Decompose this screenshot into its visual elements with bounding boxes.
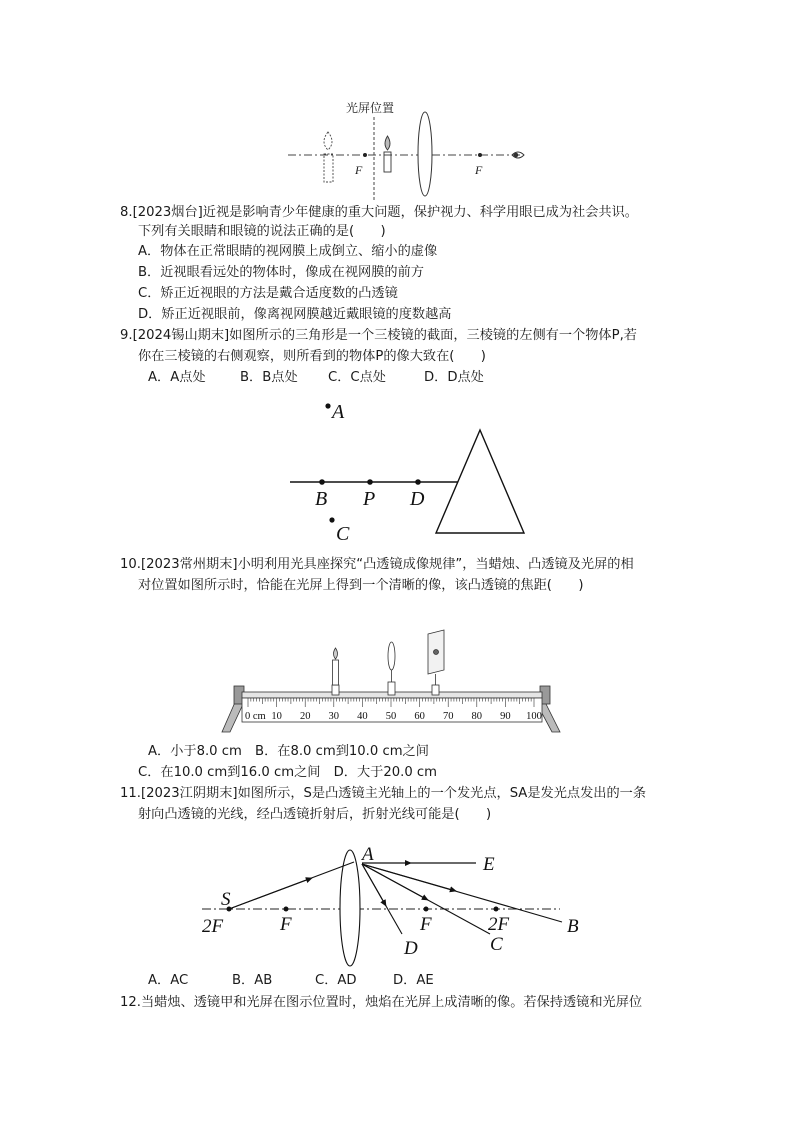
point-p xyxy=(367,479,373,485)
point-d xyxy=(415,479,421,485)
focal-right-label: F xyxy=(475,163,483,177)
q12-stem-line-1: 12.当蜡烛、透镜甲和光屏在图示位置时，烛焰在光屏上成清晰的像。若保持透镜和光屏位 xyxy=(120,995,643,1010)
ruler-label: 70 xyxy=(442,711,454,722)
q11-option-b: B．AB xyxy=(232,973,273,988)
screen-holder xyxy=(428,630,444,695)
screen-position-label: 光屏位置 xyxy=(346,101,395,115)
q10-stem-line-2: 对位置如图所示时，恰能在光屏上得到一个清晰的像，该凸透镜的焦距( ) xyxy=(138,578,584,593)
prism-figure xyxy=(280,392,540,552)
point-b xyxy=(319,479,325,485)
ruler-label: 40 xyxy=(357,711,368,722)
label-s: S xyxy=(221,889,231,910)
q11-option-a: A．AC xyxy=(148,973,189,988)
focal-left-label: F xyxy=(355,163,363,177)
label-p: P xyxy=(363,488,376,510)
label-a: A xyxy=(332,401,345,423)
label-d: D xyxy=(410,488,425,510)
label-a: A xyxy=(362,844,374,865)
q9-stem-line-2: 你在三棱镜的右侧观察，则所看到的物体P的像大致在( ) xyxy=(138,349,486,364)
q11-stem-line-1: 11.[2023江阴期末]如图所示，S是凸透镜主光轴上的一个发光点，SA是发光点发出的一条 xyxy=(120,786,647,801)
label-b: B xyxy=(315,488,328,510)
point-a xyxy=(325,403,330,408)
optical-bench-figure xyxy=(218,622,566,740)
q8-option-d: D．矫正近视眼前，像离视网膜越近戴眼镜的度数越高 xyxy=(138,307,452,322)
label-c: C xyxy=(490,934,503,955)
q10-options-line-2: C．在10.0 cm到16.0 cm之间 D．大于20.0 cm xyxy=(138,765,438,780)
q10-stem-line-1: 10.[2023常州期末]小明利用光具座探究“凸透镜成像规律”，当蜡烛、凸透镜及光屏的相 xyxy=(120,557,634,572)
label-2f-right: 2F xyxy=(488,914,510,935)
inverted-candle-image xyxy=(324,132,333,182)
label-f-left: F xyxy=(280,914,292,935)
label-b: B xyxy=(567,916,579,937)
q9-option-d: D．D点处 xyxy=(424,370,484,385)
q9-stem-line-1: 9.[2024锡山期末]如图所示的三角形是一个三棱镜的截面，三棱镜的左侧有一个物体P,若 xyxy=(120,328,637,343)
label-2f-left: 2F xyxy=(202,916,224,937)
label-e: E xyxy=(483,854,495,875)
ruler-label: 20 xyxy=(299,711,311,722)
q9-option-b: B．B点处 xyxy=(240,370,298,385)
q10-options-line-1: A．小于8.0 cm B．在8.0 cm到10.0 cm之间 xyxy=(148,744,429,759)
q11-stem-line-2: 射向凸透镜的光线，经凸透镜折射后，折射光线可能是( ) xyxy=(138,807,492,822)
ruler-label: 50 xyxy=(385,711,397,722)
lens-holder xyxy=(388,642,395,695)
point-c xyxy=(329,517,334,522)
q8-option-a: A．物体在正常眼睛的视网膜上成倒立、缩小的虚像 xyxy=(138,244,438,259)
ruler-label: 30 xyxy=(328,711,340,722)
q9-option-a: A．A点处 xyxy=(148,370,206,385)
ruler-label: 90 xyxy=(500,711,511,722)
label-f-right: F xyxy=(420,914,432,935)
convex-lens xyxy=(340,850,360,966)
eye-icon xyxy=(512,152,524,158)
q11-option-c: C．AD xyxy=(315,973,357,988)
candle-icon xyxy=(384,136,391,172)
label-d: D xyxy=(404,938,418,959)
label-c: C xyxy=(336,523,350,545)
ruler-label: 60 xyxy=(414,711,425,722)
ruler-label: 100 xyxy=(526,711,542,722)
convex-lens xyxy=(418,112,432,196)
ruler-label: 10 xyxy=(271,711,282,722)
q8-option-b: B．近视眼看远处的物体时，像成在视网膜的前方 xyxy=(138,265,424,280)
eye-lens-figure xyxy=(280,92,540,202)
q9-option-c: C．C点处 xyxy=(328,370,386,385)
ruler-label: 0 cm xyxy=(245,711,266,722)
q11-option-d: D．AE xyxy=(393,973,434,988)
lens-ray-figure xyxy=(196,838,596,968)
q8-stem-line-1: 8.[2023烟台]近视是影响青少年健康的重大问题，保护视力、科学用眼已成为社会共识。 xyxy=(120,205,638,220)
ruler-label: 80 xyxy=(471,711,483,722)
q8-option-c: C．矫正近视眼的方法是戴合适度数的凸透镜 xyxy=(138,286,398,301)
q8-stem-line-2: 下列有关眼睛和眼镜的说法正确的是( ) xyxy=(138,224,386,239)
candle-holder xyxy=(332,648,339,695)
